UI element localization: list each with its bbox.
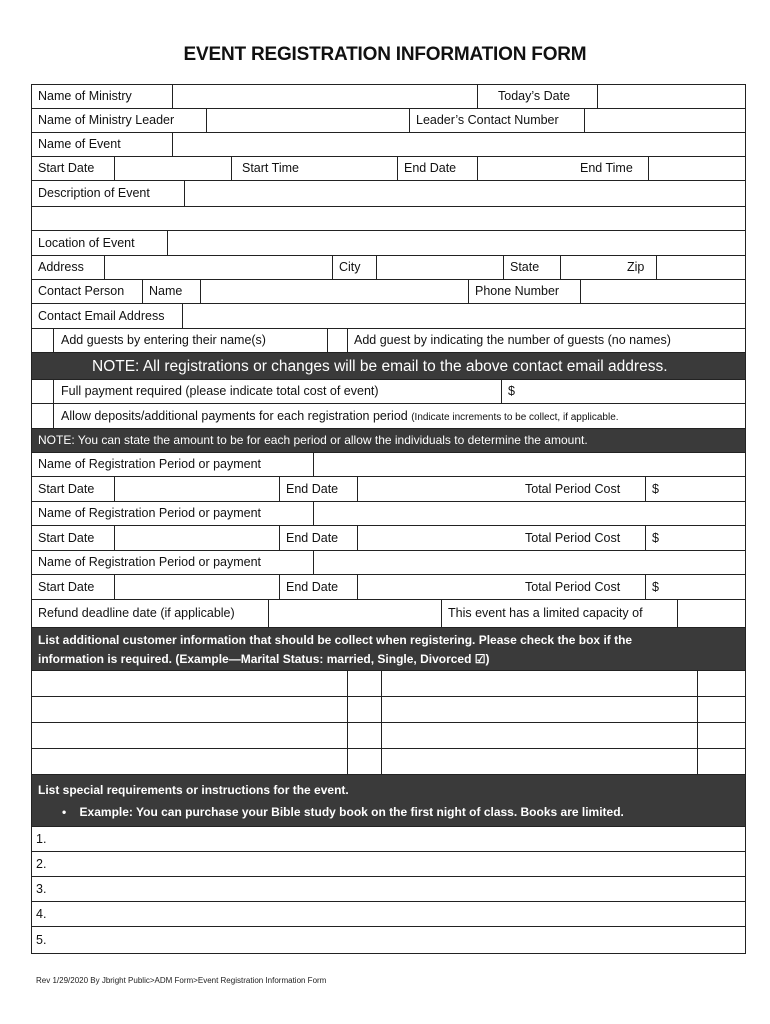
row-location xyxy=(32,231,745,256)
note-email-banner xyxy=(32,353,745,380)
full-payment-checkbox[interactable] xyxy=(32,380,54,403)
refund-deadline-label: Refund deadline date (if applicable) xyxy=(32,600,269,627)
period-name-field-1[interactable] xyxy=(314,453,745,476)
period-start-date-field-2[interactable] xyxy=(115,526,280,550)
todays-date-label: Today’s Date xyxy=(478,85,598,108)
todays-date-field[interactable] xyxy=(598,85,745,108)
location-label: Location of Event xyxy=(32,231,168,255)
customer-info-field[interactable] xyxy=(32,749,348,774)
customer-info-field[interactable] xyxy=(32,697,348,722)
contact-person-label: Contact Person xyxy=(32,280,143,303)
ministry-name-field[interactable] xyxy=(173,85,478,108)
period-name-label-2: Name of Registration Period or payment xyxy=(32,502,314,525)
requirement-number: 1. xyxy=(36,832,47,846)
bullet-icon: • xyxy=(62,805,67,819)
dollar-sign: $ xyxy=(652,531,659,545)
total-period-cost-label-2: Total Period Cost xyxy=(518,526,646,550)
end-time-field[interactable] xyxy=(649,157,745,180)
required-checkbox[interactable] xyxy=(348,749,382,774)
required-checkbox[interactable] xyxy=(348,697,382,722)
zip-field[interactable] xyxy=(657,256,745,279)
location-field[interactable] xyxy=(168,231,745,255)
dollar-sign: $ xyxy=(508,384,515,398)
period-end-date-field-3[interactable] xyxy=(358,575,518,599)
customer-info-line-2: information is required. (Example—Marital Status: married, Single, Divorced ☑) xyxy=(38,652,490,666)
row-contact-person xyxy=(32,280,745,304)
requirement-number: 2. xyxy=(36,857,47,871)
state-label: State xyxy=(504,256,561,279)
customer-info-field[interactable] xyxy=(382,723,698,748)
row-contact-email xyxy=(32,304,745,329)
special-requirements-text xyxy=(32,779,745,826)
total-period-cost-label-1: Total Period Cost xyxy=(518,477,646,501)
row-description xyxy=(32,181,745,207)
contact-name-field[interactable] xyxy=(201,280,469,303)
special-example-text: Example: You can purchase your Bible study book on the first night of class. Books are limited. xyxy=(79,805,624,819)
full-payment-cost-field[interactable] xyxy=(502,380,745,403)
dollar-sign: $ xyxy=(652,580,659,594)
row-description-extra[interactable] xyxy=(32,207,745,231)
customer-info-field[interactable] xyxy=(382,697,698,722)
customer-info-row xyxy=(32,671,745,697)
period-end-date-label-1: End Date xyxy=(280,477,358,501)
ministry-name-label: Name of Ministry xyxy=(32,85,173,108)
customer-info-banner xyxy=(32,628,745,671)
contact-name-label: Name xyxy=(143,280,201,303)
row-period-dates-3 xyxy=(32,575,745,600)
total-period-cost-field-2[interactable] xyxy=(646,526,745,550)
zip-label: Zip xyxy=(621,256,657,279)
note-amount-text: NOTE: You can state the amount to be for each period or allow the individuals to determine the amount. xyxy=(38,433,588,447)
period-start-date-field-1[interactable] xyxy=(115,477,280,501)
period-start-date-field-3[interactable] xyxy=(115,575,280,599)
total-period-cost-field-1[interactable] xyxy=(646,477,745,501)
requirement-row-5[interactable] xyxy=(32,927,745,953)
deposits-checkbox[interactable] xyxy=(32,404,54,428)
end-time-label: End Time xyxy=(574,157,649,180)
required-checkbox[interactable] xyxy=(698,671,745,696)
address-label: Address xyxy=(32,256,105,279)
guests-names-checkbox[interactable] xyxy=(32,329,54,352)
period-name-label-1: Name of Registration Period or payment xyxy=(32,453,314,476)
customer-info-field[interactable] xyxy=(382,671,698,696)
special-requirements-heading: List special requirements or instructions for the event. xyxy=(38,783,349,797)
description-label: Description of Event xyxy=(32,181,185,206)
customer-info-field[interactable] xyxy=(32,723,348,748)
state-field[interactable] xyxy=(561,256,621,279)
city-field[interactable] xyxy=(377,256,504,279)
dollar-sign: $ xyxy=(652,482,659,496)
period-end-date-field-1[interactable] xyxy=(358,477,518,501)
requirement-row-3[interactable] xyxy=(32,877,745,902)
row-period-name-1 xyxy=(32,453,745,477)
description-field[interactable] xyxy=(185,181,745,206)
ministry-leader-field[interactable] xyxy=(207,109,410,132)
address-field[interactable] xyxy=(105,256,333,279)
required-checkbox[interactable] xyxy=(698,697,745,722)
row-period-name-3 xyxy=(32,551,745,575)
note-email-text: NOTE: All registrations or changes will be email to the above contact email address. xyxy=(92,358,668,375)
row-address xyxy=(32,256,745,280)
period-end-date-field-2[interactable] xyxy=(358,526,518,550)
phone-label: Phone Number xyxy=(469,280,581,303)
registration-form xyxy=(31,84,746,954)
limited-capacity-field[interactable] xyxy=(678,600,745,627)
required-checkbox[interactable] xyxy=(698,723,745,748)
start-time-field[interactable] xyxy=(314,157,398,180)
end-date-field[interactable] xyxy=(478,157,574,180)
requirement-number: 4. xyxy=(36,907,47,921)
form-title: EVENT REGISTRATION INFORMATION FORM xyxy=(183,44,587,65)
guests-names-label: Add guests by entering their name(s) xyxy=(54,329,328,352)
row-guests xyxy=(32,329,745,353)
end-date-label: End Date xyxy=(398,157,478,180)
guests-number-label: Add guest by indicating the number of guests (no names) xyxy=(354,333,671,347)
contact-email-field[interactable] xyxy=(183,304,745,328)
customer-info-row xyxy=(32,723,745,749)
row-event-name xyxy=(32,133,745,157)
city-label: City xyxy=(333,256,377,279)
refund-deadline-field[interactable] xyxy=(269,600,442,627)
deposits-label xyxy=(54,404,745,428)
required-checkbox[interactable] xyxy=(348,723,382,748)
row-period-name-2 xyxy=(32,502,745,526)
limited-capacity-label: This event has a limited capacity of xyxy=(442,600,678,627)
footer-revision: Rev 1/29/2020 By Jbright Public>ADM Form>Event Registration Information Form xyxy=(36,976,327,985)
full-payment-label: Full payment required (please indicate total cost of event) xyxy=(54,380,502,403)
contact-email-label: Contact Email Address xyxy=(32,304,183,328)
period-start-date-label-1: Start Date xyxy=(32,477,115,501)
start-time-label: Start Time xyxy=(242,161,299,175)
customer-info-row xyxy=(32,749,745,775)
row-ministry xyxy=(32,85,745,109)
customer-info-line-1: List additional customer information that should be collect when registering. Please check the box if the xyxy=(38,633,633,647)
special-requirements-example xyxy=(38,801,745,823)
period-name-field-2[interactable] xyxy=(314,502,745,525)
guests-number-checkbox[interactable] xyxy=(328,329,348,352)
phone-field[interactable] xyxy=(581,280,745,303)
event-name-field[interactable] xyxy=(173,133,745,156)
special-requirements-banner xyxy=(32,775,745,827)
requirement-row-1[interactable] xyxy=(32,827,745,852)
requirement-row-4[interactable] xyxy=(32,902,745,927)
period-start-date-label-3: Start Date xyxy=(32,575,115,599)
start-date-field[interactable] xyxy=(115,157,232,180)
leader-contact-label: Leader’s Contact Number xyxy=(410,109,585,132)
requirement-number: 3. xyxy=(36,882,47,896)
row-dates xyxy=(32,157,745,181)
note-amount-banner xyxy=(32,429,745,453)
deposits-text: Allow deposits/additional payments for each registration period xyxy=(61,409,408,423)
event-name-label: Name of Event xyxy=(32,133,173,156)
period-end-date-label-3: End Date xyxy=(280,575,358,599)
row-leader xyxy=(32,109,745,133)
customer-info-field[interactable] xyxy=(32,671,348,696)
customer-info-row xyxy=(32,697,745,723)
requirement-row-2[interactable] xyxy=(32,852,745,877)
period-name-label-3: Name of Registration Period or payment xyxy=(32,551,314,574)
total-period-cost-label-3: Total Period Cost xyxy=(518,575,646,599)
period-name-field-3[interactable] xyxy=(314,551,745,574)
total-period-cost-field-3[interactable] xyxy=(646,575,745,599)
start-date-label: Start Date xyxy=(32,157,115,180)
required-checkbox[interactable] xyxy=(348,671,382,696)
leader-contact-field[interactable] xyxy=(585,109,745,132)
customer-info-text xyxy=(32,631,745,670)
row-deposits xyxy=(32,404,745,429)
ministry-leader-label: Name of Ministry Leader xyxy=(32,109,207,132)
deposits-note: (Indicate increments to be collect, if applicable. xyxy=(411,412,619,423)
row-period-dates-1 xyxy=(32,477,745,502)
period-start-date-label-2: Start Date xyxy=(32,526,115,550)
required-checkbox[interactable] xyxy=(698,749,745,774)
row-refund xyxy=(32,600,745,628)
row-full-payment xyxy=(32,380,745,404)
requirement-number: 5. xyxy=(36,933,47,947)
customer-info-field[interactable] xyxy=(382,749,698,774)
row-period-dates-2 xyxy=(32,526,745,551)
period-end-date-label-2: End Date xyxy=(280,526,358,550)
